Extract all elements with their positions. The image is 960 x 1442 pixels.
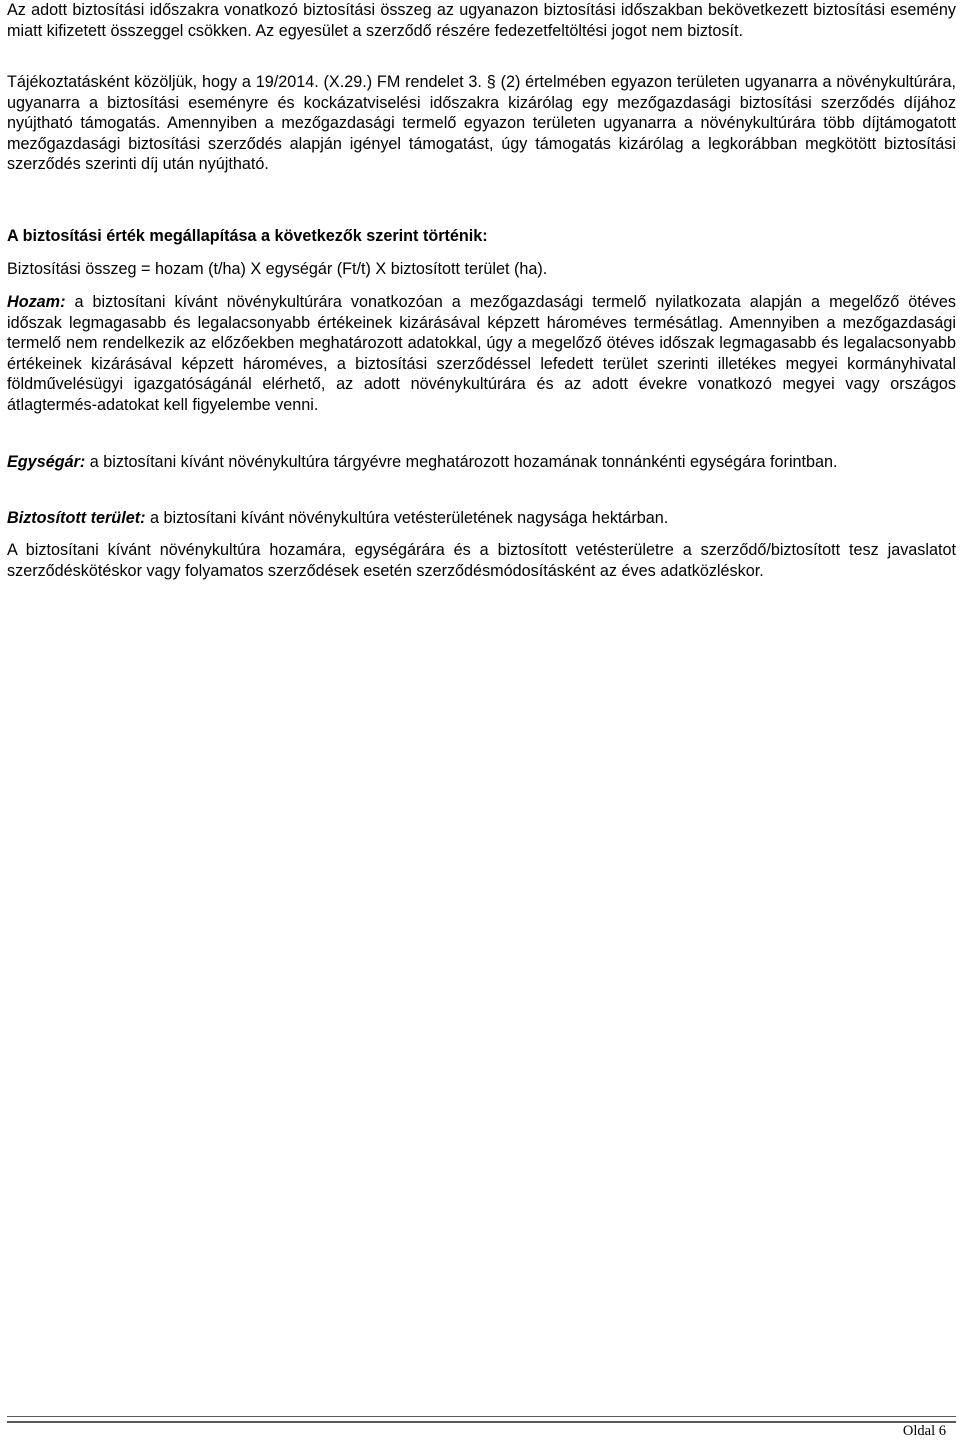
definition-hozam-text: a biztosítani kívánt növénykultúrára vonatkozóan a mezőgazdasági termelő nyilatkozata alapján a megelőző ötéves időszak legmagasabb és legalacsonyabb értékeinek kizárásával képzett hároméves termésátlag. Amennyiben a mezőgazdasági termelő nem rendelkezik az előzőekben meghatározott adatokkal, úgy a megelőző ötéves időszak legmagasabb és legalacsonyabb értékeinek kizárásával képzett hároméves, a biztosítási szerződéssel lefedett terület szerinti illetékes megyei kormányhivatal földművelésügyi igazgatóságánál elérhető, az adott növénykultúrára és az adott évekre vonatkozó megyei vagy országos átlagtermés-adatokat kell figyelembe venni. <box>7 293 956 414</box>
definition-hozam <box>7 292 956 416</box>
term-hozam: Hozam: <box>7 293 66 311</box>
paragraph-subsidy-info: Tájékoztatásként közöljük, hogy a 19/2014. (X.29.) FM rendelet 3. § (2) értelmében egyazon területen ugyanarra a növénykultúrára, ugyanarra a biztosítási eseményre és kockázatviselési időszakra kizárólag egy mezőgazdasági biztosítási szerződés díjához nyújtható támogatás. Amennyiben a mezőgazdasági termelő egyazon területen ugyanarra a növénykultúrára több díjtámogatott mezőgazdasági biztosítási szerződés alapján igényel támogatást, úgy támogatás kizárólag a legkorábban megkötött biztosítási szerződés szerinti díj után nyújtható. <box>7 73 956 174</box>
paragraph-coverage-reduction: Az adott biztosítási időszakra vonatkozó biztosítási összeg az ugyanazon biztosítási időszakban bekövetkezett biztosítási esemény miatt kifizetett összeggel csökken. Az egyesület a szerződő részére fedezetfeltöltési jogot nem biztosít. <box>7 1 956 40</box>
definition-egysegar <box>7 452 956 473</box>
footer-divider <box>7 1416 956 1423</box>
page-number: Oldal 6 <box>902 1423 946 1439</box>
definition-biztositott-terulet <box>7 508 956 529</box>
term-biztositott-terulet: Biztosított terület: <box>7 509 146 527</box>
definition-egysegar-text: a biztosítani kívánt növénykultúra tárgyévre meghatározott hozamának tonnánkénti egységára forintban. <box>85 453 838 471</box>
section-heading: A biztosítási érték megállapítása a következők szerint történik: <box>7 227 488 245</box>
term-egysegar: Egységár: <box>7 453 86 471</box>
definition-biztositott-terulet-text: a biztosítani kívánt növénykultúra vetésterületének nagysága hektárban. <box>145 509 669 527</box>
paragraph-proposal: A biztosítani kívánt növénykultúra hozamára, egységárára és a biztosított vetésterületre a szerződő/biztosított tesz javaslatot szerződéskötéskor vagy folyamatos szerződések esetén szerződésmódosításként az éves adatközléskor. <box>7 541 956 580</box>
insured-sum-formula: Biztosítási összeg = hozam (t/ha) X egységár (Ft/t) X biztosított terület (ha). <box>7 260 548 278</box>
